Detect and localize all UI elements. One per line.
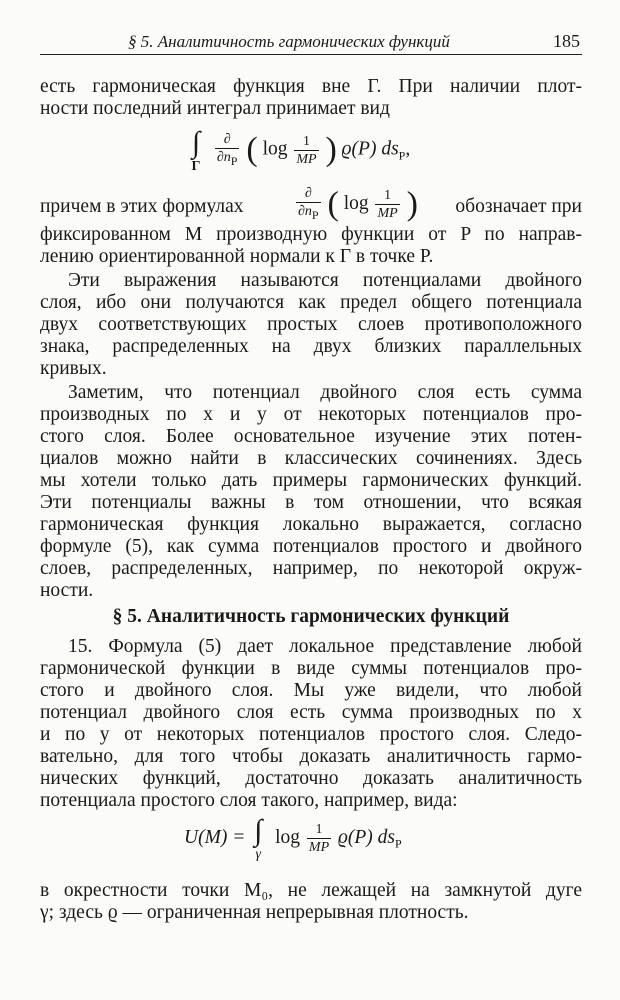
log-fraction: $\frac{1}{MP}$ <box>296 133 317 167</box>
text-line: ности. <box>40 580 94 601</box>
text-line: кривых. <box>40 358 107 379</box>
book-page: § 5. Аналитичность гармонических функций 185 есть гармоническая функция вне Г. При наличии плот- ности последний интеграл принимает вид ∫ Г $\frac{\partial}{\partial n_P}$ ( log $\frac{1}{MP}$ ) ϱ(P) $ds_P$, причем в этих формулах $\frac{\partial}{\partial n_P}$ ( log $\frac{1}{MP}$ ) обозначает при фиксированном M производную функции от P по направ- лению ориентированной нормали к Г в точке P. Эти выражения называются потенциалами двойного слоя, ибо они получаются как предел общего потенциала двух соответствующих простых слоев противоположного знака, распределенных на двух близких параллельных кривых. Заметим, что потенциал двойного слоя есть сумма производных по x и y от некоторых потенциалов про- стого слоя. Более основательное изучение этих потен- циалов можно найти в классических сочинениях. Здесь мы хотели только дать примеры гармонических функций. Эти потенциалы важны в том отношении, что всякая гармоническая функция локально выражается, согласно формуле (5), как сумма потенциалов простого и двойного слоев, распределенных, например, по некоторой окруж- ности. § 5. Аналитичность гармонических функций 15. Формула (5) дает локальное представление любой гармонической функции в виде суммы потенциалов про- стого и двойного слоя. Мы уже видели, что любой потенциал двойного слоя есть сумма производных по x и по y от некоторых потенциалов простого слоя. Следо- вательно, для того чтобы доказать аналитичность гармо- нических функций, достаточно доказать аналитичность потенциала простого слоя такого, например, вида: U(M) = ∫ γ log $\frac{1}{MP}$ ϱ(P) $ds_P$ в окрестности точки M₀, не лежащей на замкнутой дуге γ; здесь ϱ — ограниченная непрерывная плотность. <box>0 0 620 1000</box>
section-heading: § 5. Аналитичность гармонических функций <box>112 606 510 627</box>
text-line: Эти выражения называются потенциалами двойного <box>68 270 582 291</box>
text-line: производных по x и y от некоторых потенциалов про- <box>40 404 582 425</box>
text-line: и по y от некоторых потенциалов простого слоя. Следо- <box>40 724 582 745</box>
text-line: нических функций, достаточно доказать аналитичность <box>40 768 582 789</box>
text-line: стого слоя. Более основательное изучение этих потен- <box>40 426 582 447</box>
text-line: потенциал двойного слоя есть сумма производных по x <box>40 702 582 723</box>
text-line: вательно, для того чтобы доказать аналитичность гармо- <box>40 746 582 767</box>
text-line: есть гармоническая функция вне Г. При наличии плот- <box>40 76 582 97</box>
text-line: потенциала простого слоя такого, например, вида: <box>40 790 458 811</box>
text-line: гармоническая функция локально выражается, согласно <box>40 514 582 535</box>
text-line: Эти потенциалы важны в том отношении, что всякая <box>40 492 582 513</box>
text-line: слоев, распределенных, например, по некоторой окруж- <box>40 558 582 579</box>
text-line: фиксированном M производную функции от P по направ- <box>40 224 582 245</box>
text-line: гармонической функции в виде суммы потенциалов про- <box>40 658 582 679</box>
text-line: ности последний интеграл принимает вид <box>40 98 390 119</box>
running-head <box>40 28 582 55</box>
text-line: двух соответствующих простых слоев противоположного <box>40 314 582 335</box>
integral-sign: ∫ Г <box>191 126 201 174</box>
text-line: мы хотели только дать примеры гармонических функций. <box>40 470 582 491</box>
text-line: 15. Формула (5) дает локальное представление любой <box>68 636 582 657</box>
inline-derivative-expression: $\frac{\partial}{\partial n_P}$ ( log $\frac{1}{MP}$ ) <box>298 185 418 223</box>
text-line: в окрестности точки M₀, не лежащей на замкнутой дуге <box>40 880 582 901</box>
page-number: 185 <box>553 31 580 51</box>
text-line: лению ориентированной нормали к Г в точке P. <box>40 246 434 267</box>
formula-double-layer-integral: ∫ Г $\frac{\partial}{\partial n_P}$ ( log $\frac{1}{MP}$ ) ϱ(P) $ds_P$, <box>188 126 410 174</box>
integral-sign: ∫ γ <box>254 814 263 862</box>
text-line: циалов можно найти в классических сочинениях. Здесь <box>40 448 582 469</box>
running-head-title: § 5. Аналитичность гармонических функций <box>128 32 450 51</box>
text-line: слоя, ибо они получаются как предел общего потенциала <box>40 292 582 313</box>
text-line: формуле (5), как сумма потенциалов простого и двойного <box>40 536 582 557</box>
normal-derivative-fraction: $\frac{\partial}{\partial n_P}$ <box>216 131 238 168</box>
formula-simple-layer-potential: U(M) = ∫ γ log $\frac{1}{MP}$ ϱ(P) $ds_P$ <box>184 814 402 862</box>
text-line: стого и двойного слоя. Мы уже видели, что любой <box>40 680 582 701</box>
log-fraction: $\frac{1}{MP}$ <box>308 821 330 855</box>
text-line: Заметим, что потенциал двойного слоя есть сумма <box>68 382 582 403</box>
text-line: знака, распределенных на двух близких параллельных <box>40 336 582 357</box>
text-line: γ; здесь ϱ — ограниченная непрерывная плотность. <box>40 902 469 923</box>
